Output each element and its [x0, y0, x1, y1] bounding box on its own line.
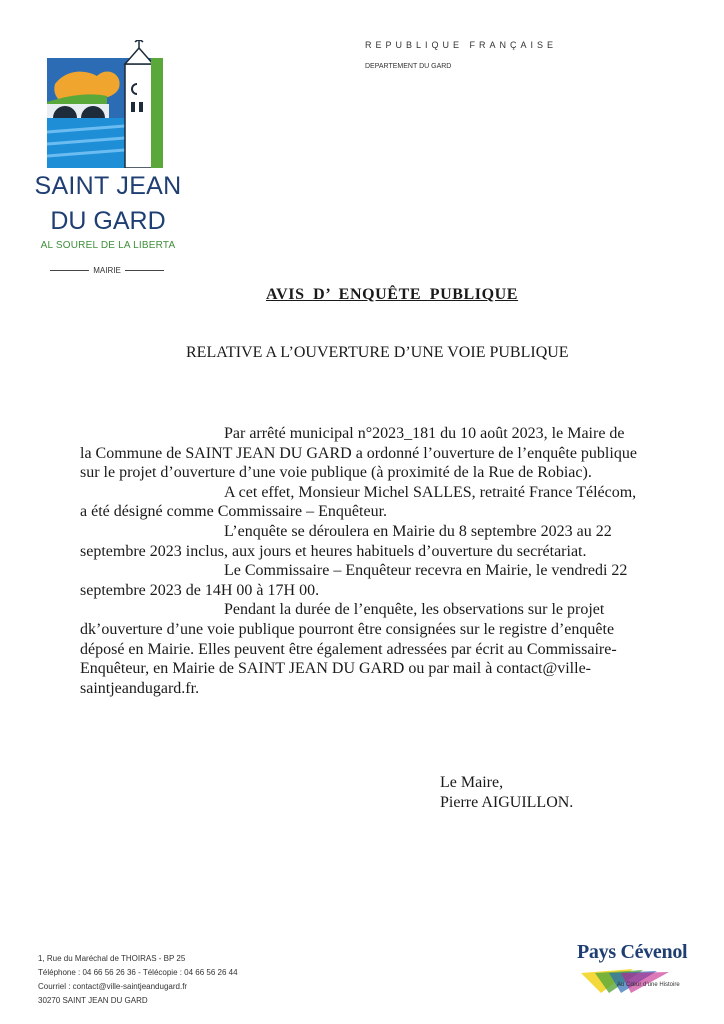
city-name-line2: DU GARD: [50, 207, 166, 235]
signature-role: Le Maire,: [440, 774, 504, 791]
paragraph-commissaire: A cet effet, Monsieur Michel SALLES, retraité France Télécom, a été désigné comme Commissaire – Enquêteur.: [80, 483, 637, 521]
divider-right: [125, 270, 164, 271]
saint-jean-du-gard-logo-icon: [47, 40, 165, 168]
divider-left: [50, 270, 89, 271]
mairie-label: [46, 266, 168, 275]
footer-phones: Téléphone : 04 66 56 26 36 - Télécopie : 04 66 56 26 44: [38, 968, 238, 977]
notice-subtitle: RELATIVE A L’OUVERTURE D’UNE VOIE PUBLIQUE: [186, 344, 569, 361]
departement-header: DEPARTEMENT DU GARD: [365, 63, 452, 70]
footer-contact: [38, 952, 238, 1008]
paragraph-permanence: Le Commissaire – Enquêteur recevra en Mairie, le vendredi 22 septembre 2023 de 14H 00 à 17H 00.: [80, 562, 628, 599]
town-motto: AL SOUREL DE LA LIBERTA: [40, 240, 176, 251]
city-name-line1: SAINT JEAN: [34, 172, 182, 200]
paragraph-arrete: Par arrêté municipal n°2023_181 du 10 août 2023, le Maire de la Commune de SAINT JEAN DU GARD a ordonné l’ouverture de l’enquête publique sur le projet d’ouverture d’une voie publique (à proximité de la Rue de Robiac).: [80, 425, 637, 482]
footer-city: 30270 SAINT JEAN DU GARD: [38, 996, 148, 1005]
mairie-text: MAIRIE: [93, 266, 121, 275]
signature-block: [440, 773, 573, 813]
paragraph-dates: L’enquête se déroulera en Mairie du 8 septembre 2023 au 22 septembre 2023 inclus, aux jours et heures habituels d’ouverture du secrétariat.: [80, 522, 612, 560]
notice-title: AVIS D’ ENQUÊTE PUBLIQUE: [266, 286, 519, 303]
footer-address: 1, Rue du Maréchal de THOIRAS - BP 25: [38, 954, 186, 963]
footer-email: Courriel : contact@ville-saintjeandugard.fr: [38, 982, 188, 991]
town-logo: [47, 40, 165, 168]
notice-body: [80, 424, 640, 698]
pays-cevenol-tagline: Au Cœur d’une Histoire: [617, 982, 680, 988]
paragraph-observations: Pendant la durée de l’enquête, les observations sur le projet dk’ouverture d’une voie publique pourront être consignées sur le registre d’enquête déposé en Mairie. Elles peuvent être également adressées par écrit au Commissaire-Enquêteur, en Mairie de SAINT JEAN DU GARD ou par mail à contact@ville-saintjeandugard.fr.: [80, 601, 617, 697]
pays-cevenol-name: Pays Cévenol: [577, 941, 688, 963]
signature-name: Pierre AIGUILLON.: [440, 794, 574, 811]
republique-header: REPUBLIQUE FRANÇAISE: [365, 40, 558, 50]
